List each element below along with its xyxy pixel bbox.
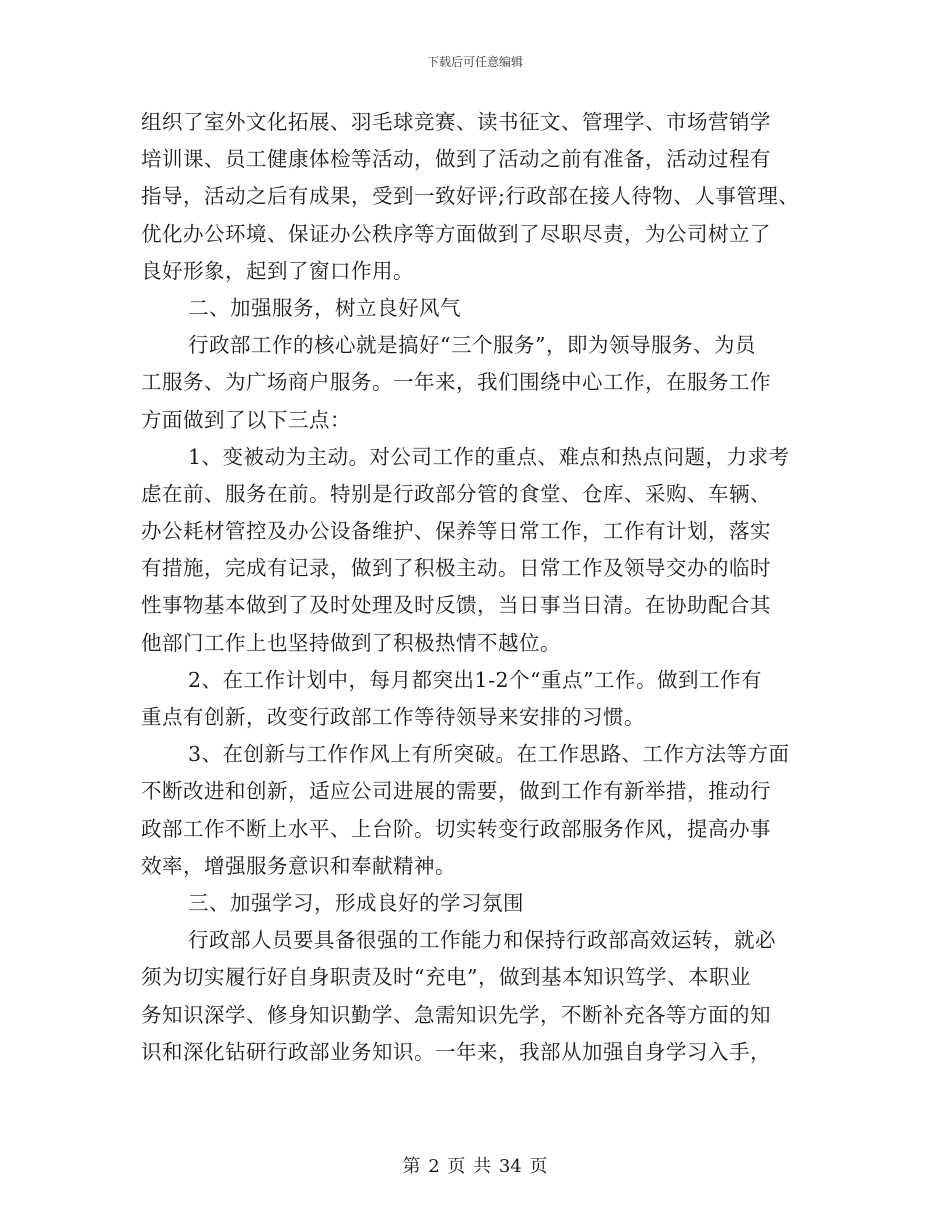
text-line: 有措施，完成有记录，做到了积极主动。日常工作及领导交办的临时	[141, 556, 771, 581]
text-line: 指导，活动之后有成果，受到一致好评;行政部在接人待物、人事管理、	[141, 184, 800, 209]
text-line: 2、在工作计划中，每月都突出1-2个“重点”工作。做到工作有	[188, 667, 763, 692]
text-line: 1、变被动为主动。对公司工作的重点、难点和热点问题，力求考	[188, 444, 790, 469]
page-header-note: 下载后可任意编辑	[426, 55, 523, 69]
text-line: 方面做到了以下三点：	[141, 407, 351, 432]
text-line: 务知识深学、修身知识勤学、急需知识先学，不断补充各等方面的知	[141, 1002, 771, 1027]
text-line: 虑在前、服务在前。特别是行政部分管的食堂、仓库、采购、车辆、	[141, 481, 771, 506]
text-line: 组织了室外文化拓展、羽毛球竞赛、读书征文、管理学、市场营销学	[141, 110, 771, 134]
document-body	[141, 104, 821, 1071]
text-line: 识和深化钻研行政部业务知识。一年来，我部从加强自身学习入手，	[141, 1039, 771, 1064]
text-line: 效率，增强服务意识和奉献精神。	[141, 853, 456, 878]
text-line: 3、在创新与工作作风上有所突破。在工作思路、工作方法等方面	[188, 742, 790, 767]
page-number-footer: 第 2 页 共 34 页	[402, 1156, 548, 1177]
text-line: 三、加强学习，形成良好的学习氛围	[188, 890, 524, 915]
text-line: 他部门工作上也坚持做到了积极热情不越位。	[141, 630, 561, 655]
text-line: 性事物基本做到了及时处理及时反馈，当日事当日清。在协助配合其	[141, 593, 771, 618]
text-line: 二、加强服务，树立良好风气	[188, 295, 461, 320]
text-line: 政部工作不断上水平、上台阶。切实转变行政部服务作风，提高办事	[141, 816, 771, 841]
text-line: 培训课、员工健康体检等活动，做到了活动之前有准备，活动过程有	[141, 147, 771, 172]
text-line: 重点有创新，改变行政部工作等待领导来安排的习惯。	[141, 705, 645, 729]
text-line: 优化办公环境、保证办公秩序等方面做到了尽职尽责，为公司树立了	[141, 221, 771, 246]
text-line: 行政部工作的核心就是搞好“三个服务”，即为领导服务、为员	[188, 333, 756, 358]
text-line: 行政部人员要具备很强的工作能力和保持行政部高效运转，就必	[188, 928, 776, 953]
text-line: 办公耗材管控及办公设备维护、保养等日常工作，工作有计划，落实	[141, 519, 771, 544]
text-line: 工服务、为广场商户服务。一年来，我们围绕中心工作，在服务工作	[141, 370, 771, 395]
text-line: 良好形象，起到了窗口作用。	[141, 258, 414, 283]
text-line: 不断改进和创新，适应公司进展的需要，做到工作有新举措，推动行	[141, 779, 771, 804]
text-line: 须为切实履行好自身职责及时“充电”，做到基本知识笃学、本职业	[141, 965, 751, 990]
